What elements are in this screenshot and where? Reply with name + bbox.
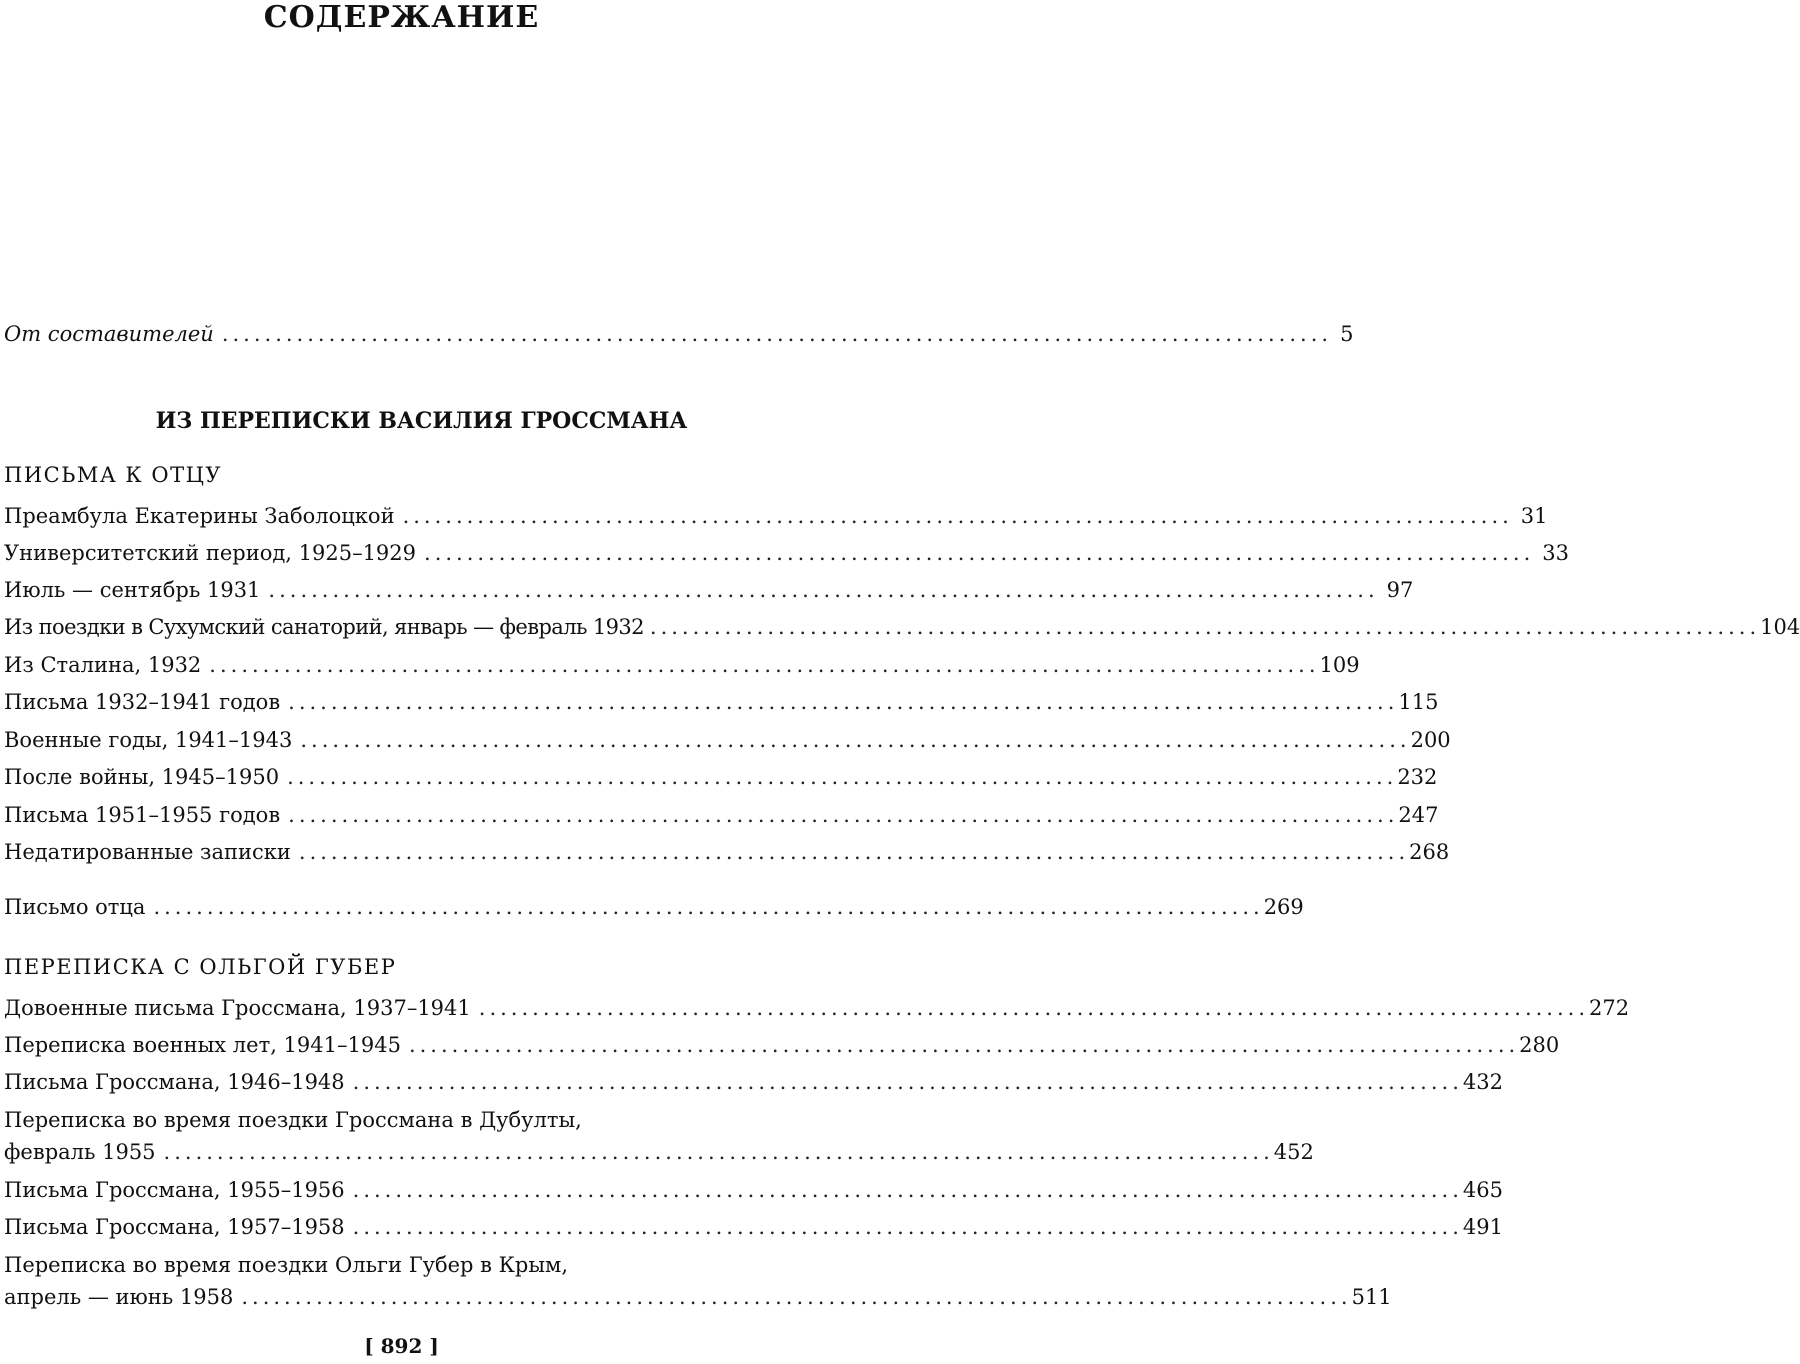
toc-row-page: 452 <box>1273 1140 1314 1164</box>
page-number: [ 892 ] <box>364 1334 439 1358</box>
dot-leader: ........................................................................................................ <box>163 1140 1274 1164</box>
toc-row-title: Из Сталина, 1932 <box>4 653 202 677</box>
toc-row-title: Письма 1932–1941 годов <box>4 690 281 714</box>
toc-row-title: Переписка военных лет, 1941–1945 <box>4 1033 401 1057</box>
toc-row-page: 104 <box>1760 615 1800 639</box>
toc-row-first-line: Переписка во время поездки Ольги Губер в Крым, <box>4 1253 569 1277</box>
toc-row[interactable] <box>4 1070 1503 1094</box>
dot-leader: ........................................................................................................ <box>288 803 1399 827</box>
dot-leader: ........................................................................................................ <box>209 653 1320 677</box>
toc-row-page: 465 <box>1462 1178 1503 1202</box>
sub-heading-letters-to-father: ПИСЬМА К ОТЦУ <box>4 463 223 487</box>
toc-row-page: 432 <box>1462 1070 1503 1094</box>
toc-row-page: 33 <box>1542 541 1569 565</box>
dot-leader: ........................................................................................................ <box>352 1215 1463 1239</box>
toc-row[interactable] <box>4 840 1450 864</box>
dot-leader: ........................................................................................................ <box>153 895 1264 919</box>
toc-row-title: Университетский период, 1925–1929 <box>4 541 417 565</box>
toc-row[interactable] <box>4 996 1630 1020</box>
toc-row-title: Письма Гроссмана, 1957–1958 <box>4 1215 345 1239</box>
dot-leader: ........................................................................................................ <box>221 322 1333 346</box>
toc-row-title: февраль 1955 <box>4 1140 156 1164</box>
toc-row-title: После войны, 1945–1950 <box>4 765 280 789</box>
toc-row[interactable] <box>4 615 1800 639</box>
dot-leader: ........................................................................................................ <box>424 541 1535 565</box>
sub-heading-correspondence-guber: ПЕРЕПИСКА С ОЛЬГОЙ ГУБЕР <box>4 955 397 979</box>
dot-leader: ........................................................................................................ <box>241 1285 1352 1309</box>
toc-row-title: апрель — июнь 1958 <box>4 1285 234 1309</box>
toc-row[interactable] <box>4 1033 1560 1057</box>
toc-row[interactable] <box>4 765 1438 789</box>
toc-row[interactable] <box>4 728 1451 752</box>
toc-row-intro[interactable] <box>4 322 1354 346</box>
toc-row[interactable] <box>4 1285 1392 1309</box>
toc-row-page: 97 <box>1386 578 1414 602</box>
toc-row[interactable] <box>4 803 1439 827</box>
dot-leader: ........................................................................................................ <box>352 1178 1463 1202</box>
toc-row-page: 31 <box>1520 504 1548 528</box>
toc-row-page: 109 <box>1319 653 1360 677</box>
toc-row-title: Письмо отца <box>4 895 146 919</box>
toc-row-title: От составителей <box>4 322 214 346</box>
toc-row-page: 232 <box>1397 765 1438 789</box>
toc-row-title: Недатированные записки <box>4 840 291 864</box>
toc-row-page: 247 <box>1398 803 1439 827</box>
toc-row-title: Довоенные письма Гроссмана, 1937–1941 <box>4 996 471 1020</box>
toc-row-page: 511 <box>1351 1285 1392 1309</box>
toc-row-page: 272 <box>1589 996 1630 1020</box>
toc-row[interactable] <box>4 690 1439 714</box>
toc-row-title: Преамбула Екатерины Заболоцкой <box>4 504 395 528</box>
toc-row[interactable] <box>4 541 1569 565</box>
dot-leader: ........................................................................................................ <box>288 690 1399 714</box>
toc-row-page: 200 <box>1410 728 1451 752</box>
toc-row-title: Июль — сентябрь 1931 <box>4 578 261 602</box>
dot-leader: ........................................................................................................ <box>649 615 1761 639</box>
toc-row-first-line: Переписка во время поездки Гроссмана в Дубулты, <box>4 1108 582 1132</box>
dot-leader: ........................................................................................................ <box>402 504 1513 528</box>
toc-row[interactable] <box>4 578 1414 602</box>
toc-row-page: 268 <box>1409 840 1450 864</box>
section-heading: ИЗ ПЕРЕПИСКИ ВАСИЛИЯ ГРОССМАНА <box>155 408 688 434</box>
dot-leader: ........................................................................................................ <box>298 840 1410 864</box>
toc-row[interactable] <box>4 1178 1503 1202</box>
toc-row-title: Письма Гроссмана, 1955–1956 <box>4 1178 345 1202</box>
toc-row-title: Военные годы, 1941–1943 <box>4 728 293 752</box>
toc-row[interactable] <box>4 1215 1503 1239</box>
toc-row-page: 269 <box>1263 895 1304 919</box>
toc-row[interactable] <box>4 1140 1314 1164</box>
toc-row[interactable] <box>4 653 1360 677</box>
toc-row[interactable] <box>4 504 1548 528</box>
toc-row-title: Письма Гроссмана, 1946–1948 <box>4 1070 345 1094</box>
toc-row-page: 491 <box>1462 1215 1503 1239</box>
toc-row[interactable] <box>4 895 1304 919</box>
toc-row-title: Из поездки в Сухумский санаторий, январь — февраль 1932 <box>4 615 644 639</box>
dot-leader: ........................................................................................................ <box>268 578 1379 602</box>
toc-row-page: 115 <box>1398 690 1439 714</box>
dot-leader: ........................................................................................................ <box>408 1033 1520 1057</box>
toc-row-page: 280 <box>1519 1033 1560 1057</box>
toc-row-title: Письма 1951–1955 годов <box>4 803 281 827</box>
dot-leader: ........................................................................................................ <box>478 996 1589 1020</box>
dot-leader: ........................................................................................................ <box>300 728 1411 752</box>
dot-leader: ........................................................................................................ <box>352 1070 1463 1094</box>
dot-leader: ........................................................................................................ <box>287 765 1398 789</box>
toc-row-page: 5 <box>1340 322 1354 346</box>
page-title: СОДЕРЖАНИЕ <box>263 0 540 35</box>
